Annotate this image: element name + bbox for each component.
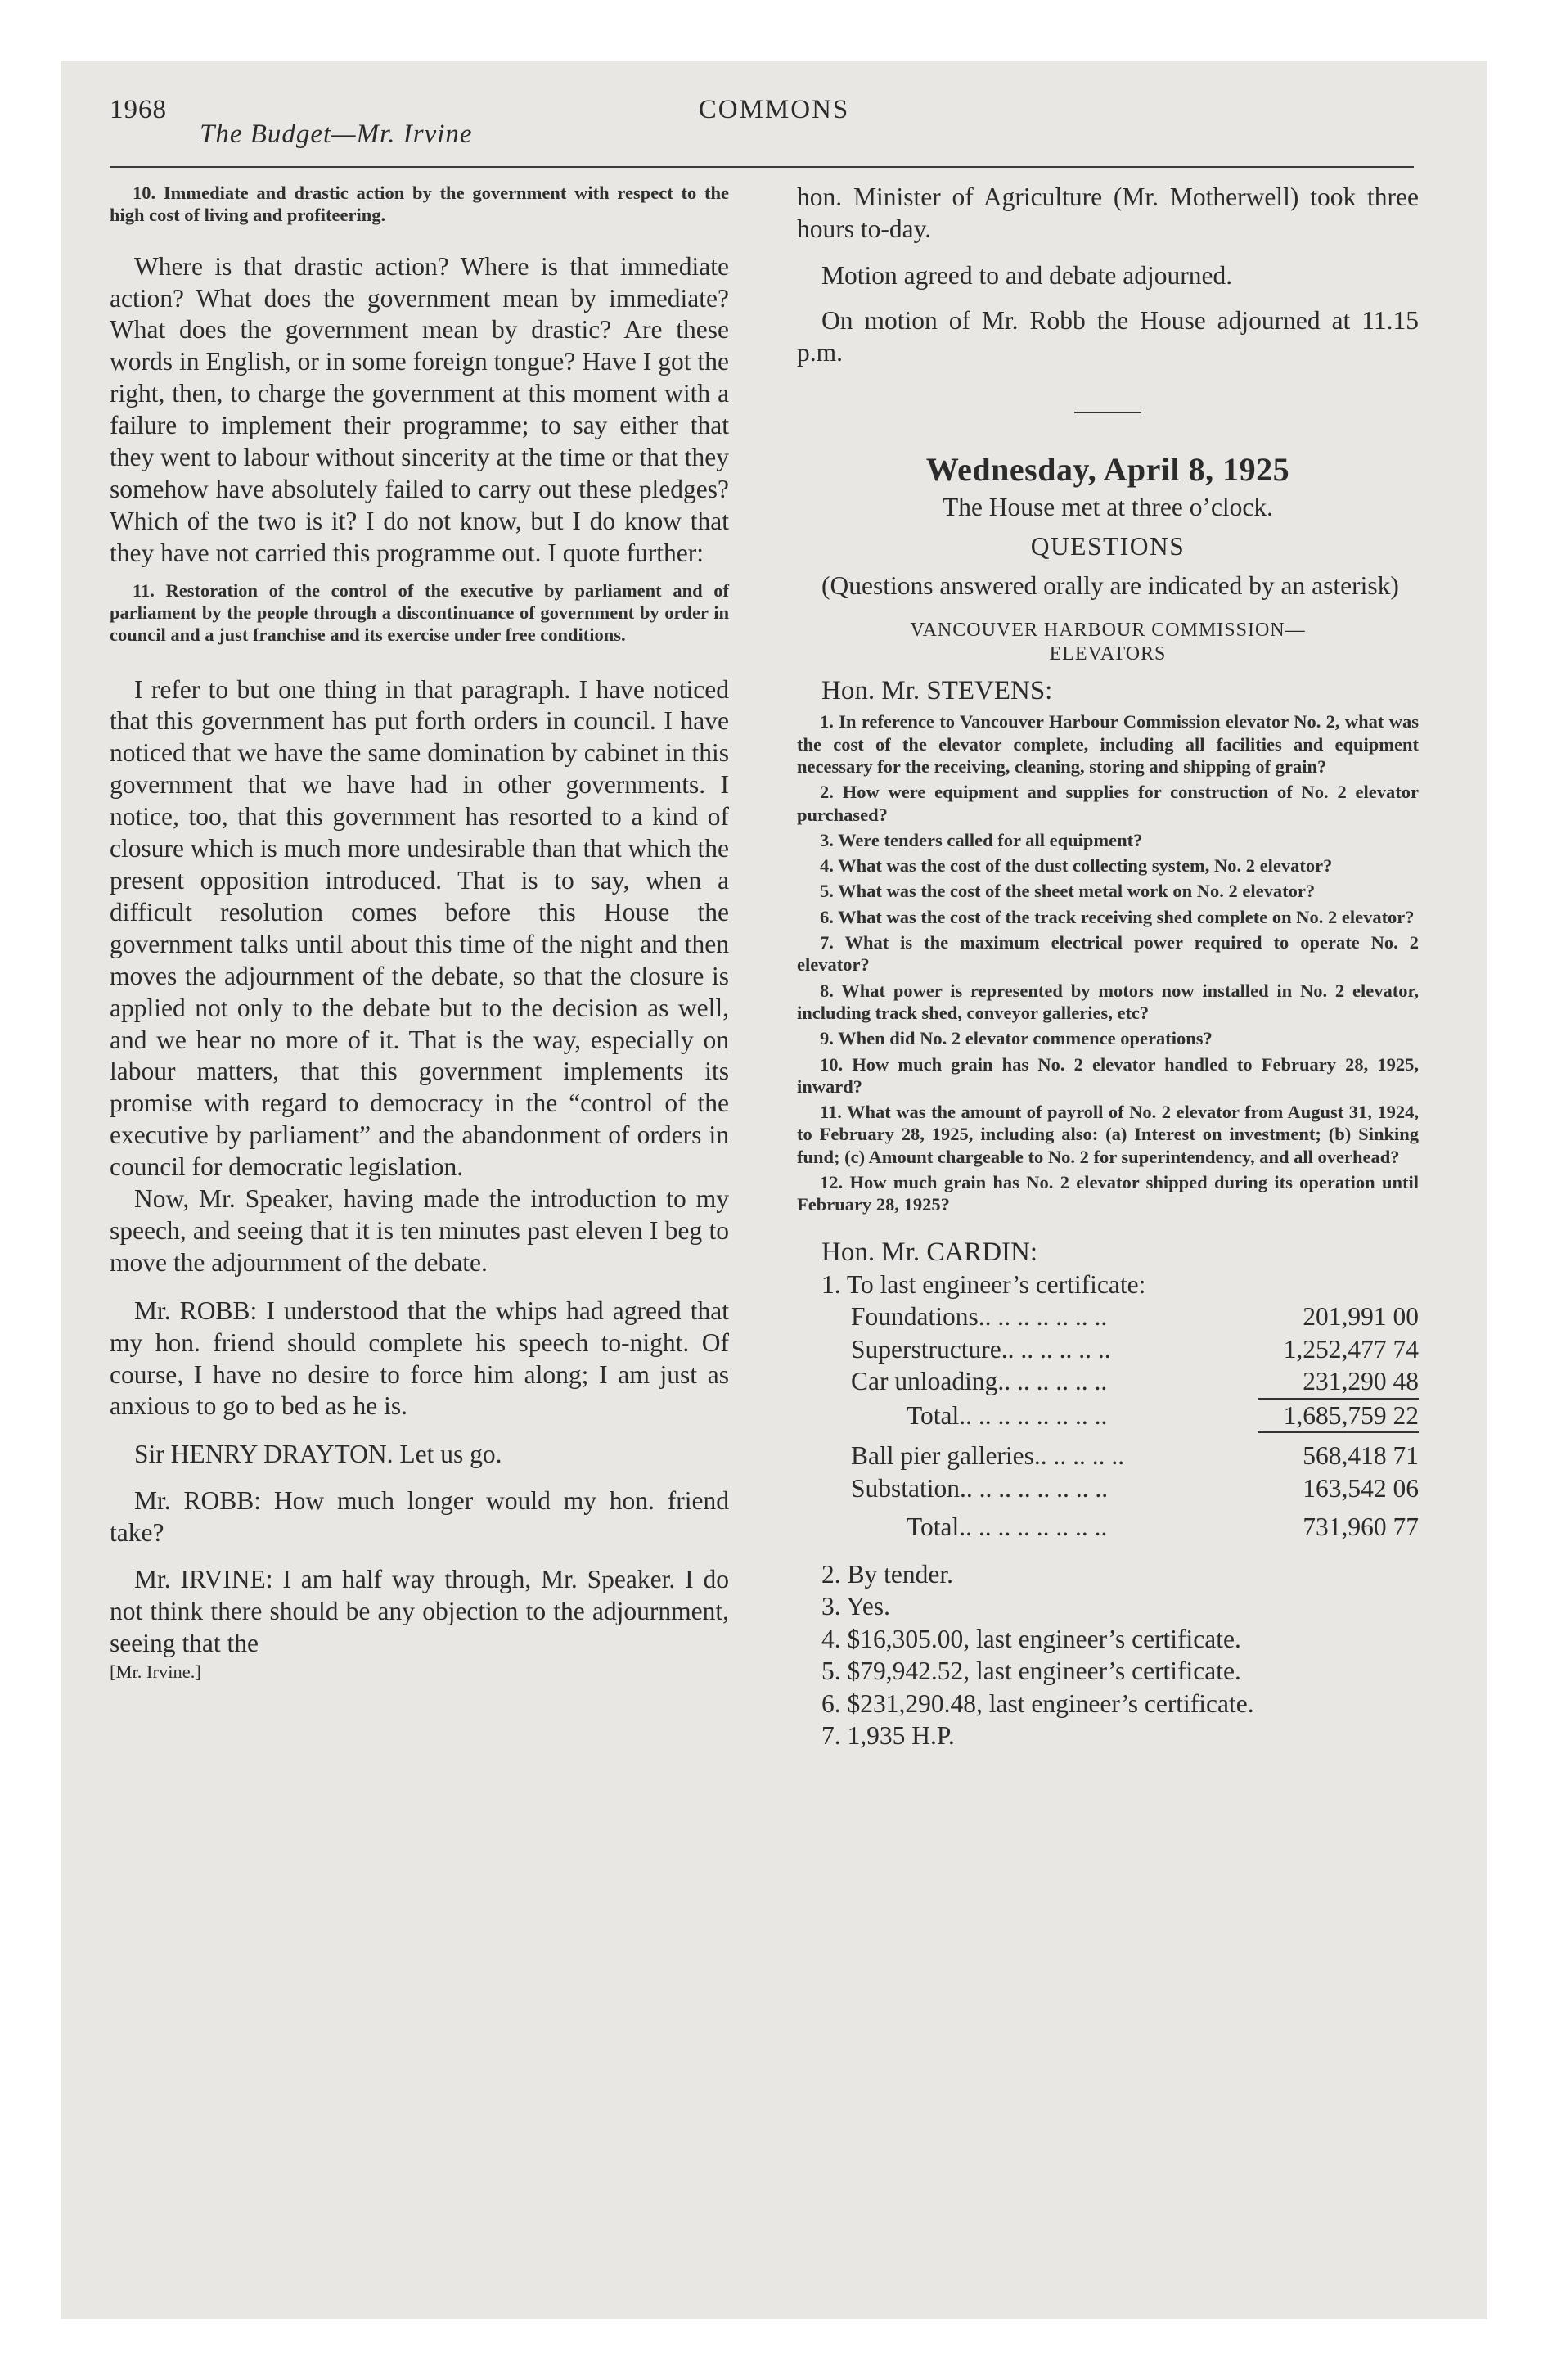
right-column (797, 182, 1419, 1752)
total-value: 1,685,759 22 (1258, 1400, 1419, 1434)
house-met: The House met at three o’clock. (942, 492, 1274, 521)
table-row (851, 1333, 1419, 1366)
cost-table (797, 1300, 1419, 1544)
paragraph: Now, Mr. Speaker, having made the introduction to my speech, and seeing that it is ten minutes past eleven I beg to move the adjournment of the debate. (110, 1184, 729, 1277)
paragraph: Motion agreed to and debate adjourned. (821, 260, 1233, 290)
speaker-cardin: Hon. Mr. CARDIN: (821, 1237, 1038, 1267)
questions-heading: QUESTIONS (1030, 532, 1186, 561)
page-title: COMMONS (698, 95, 850, 124)
table-row (851, 1365, 1419, 1400)
question-item: 2. How were equipment and supplies for construction of No. 2 elevator purchased? (797, 782, 1419, 825)
row-label: Superstructure.. .. .. .. .. .. (851, 1334, 1111, 1364)
table-row (851, 1472, 1419, 1505)
paragraph: Where is that drastic action? Where is that immediate action? What does the government mean by immediate? What does the government mean by drastic? Are these words in English, or in some foreign tongue? Have I got the right, then, to charge the government at this moment with a failure to implement their programme; to say either that they went to labour without sincerity at the time or that they somehow have absolutely failed to carry out these pledges? Which of the two is it? I do not know, but I do know that they have not carried this programme out. I quote further: (110, 251, 729, 567)
total-label: Total.. .. .. .. .. .. .. .. (907, 1512, 1108, 1542)
left-column (110, 182, 729, 1684)
question-item: 5. What was the cost of the sheet metal work on No. 2 elevator? (820, 881, 1316, 902)
row-label: Substation.. .. .. .. .. .. .. .. (851, 1473, 1109, 1503)
footer-speaker: [Mr. Irvine.] (110, 1661, 201, 1682)
question-item: 7. What is the maximum electrical power required to operate No. 2 elevator? (797, 932, 1419, 976)
day-heading: Wednesday, April 8, 1925 (925, 450, 1290, 488)
paragraph-robb: Mr. ROBB: How much longer would my hon. friend take? (110, 1486, 729, 1548)
paragraph-robb: Mr. ROBB: I understood that the whips had agreed that my hon. friend should complete his speech to-night. Of course, I have no desire to force him along; I am just as anxious to go to bed as he is. (110, 1296, 729, 1421)
row-value: 231,290 48 (1258, 1365, 1419, 1400)
question-item: 4. What was the cost of the dust collecting system, No. 2 elevator? (820, 855, 1333, 877)
question-item: 3. Were tenders called for all equipment? (820, 829, 1143, 850)
speaker-stevens: Hon. Mr. STEVENS: (821, 676, 1053, 706)
row-value: 568,418 71 (1303, 1441, 1419, 1471)
question-item: 11. What was the amount of payroll of No. 2 elevator from August 31, 1924, to February 28, 1925, including also: (a) Interest on investment; (b) Sinking fund; (c) Amount chargeable to No. 2 for superintendency, and all overhead? (797, 1102, 1419, 1167)
paragraph: On motion of Mr. Robb the House adjourned at 11.15 p.m. (797, 305, 1419, 367)
answer-item: 3. Yes. (821, 1592, 891, 1621)
answer-item: 5. $79,942.52, last engineer’s certificate. (821, 1657, 1241, 1686)
row-label: Car unloading.. .. .. .. .. .. (851, 1367, 1108, 1396)
total-label: Total.. .. .. .. .. .. .. .. (907, 1400, 1108, 1430)
question-item: 1. In reference to Vancouver Harbour Commission elevator No. 2, what was the cost of the elevator complete, including all facilities and equipment necessary for the receiving, cleaning, storing and shipping of grain? (797, 711, 1419, 777)
row-label: Foundations.. .. .. .. .. .. .. (851, 1302, 1108, 1332)
question-list (797, 710, 1419, 1215)
row-label: Ball pier galleries.. .. .. .. .. (851, 1441, 1125, 1471)
section-heading-line-1: VANCOUVER HARBOUR COMMISSION— (910, 620, 1306, 642)
row-value: 163,542 06 (1303, 1473, 1419, 1503)
page-number: 1968 (110, 95, 167, 124)
total-row (851, 1400, 1419, 1434)
total-value: 731,960 77 (1303, 1512, 1419, 1542)
answer-item: 6. $231,290.48, last engineer’s certificate. (821, 1688, 1254, 1718)
paragraph: I refer to but one thing in that paragraph. I have noticed that this government has put forth orders in council. I have noticed that we have the same domination by cabinet in this government that we have had in other governments. I notice, too, that this government has resorted to a kind of closure which is much more undesirable than that which the present opposition introduced. That is to say, when a difficult resolution comes before this House the government talks until about this time of the night and then moves the adjournment of the debate, so that the closure is applied not only to the debate but to the decision as well, and we hear no more of it. That is the way, especially on labour matters, that this government implements its promise with regard to democracy in the “control of the executive by parliament” and the abandonment of orders in council for democratic legislation. (110, 674, 729, 1182)
table-row (851, 1300, 1419, 1333)
row-value: 1,252,477 74 (1283, 1334, 1419, 1364)
total-row (851, 1511, 1419, 1544)
question-item: 9. When did No. 2 elevator commence operations? (820, 1028, 1213, 1049)
answer-item: 4. $16,305.00, last engineer’s certificate. (821, 1624, 1241, 1653)
row-value: 201,991 00 (1303, 1302, 1419, 1332)
paragraph-irvine: Mr. IRVINE: I am half way through, Mr. Speaker. I do not think there should be any objection to the adjournment, seeing that the (110, 1565, 729, 1657)
question-item: 6. What was the cost of the track receiving shed complete on No. 2 elevator? (820, 906, 1415, 927)
quote-item-11: 11. Restoration of the control of the executive by parliament and of parliament by the people through a discontinuance of government by order in council and a just franchise and its exercise under free conditions. (110, 579, 729, 646)
question-item: 12. How much grain has No. 2 elevator shipped during its operation until February 28, 1925? (797, 1171, 1419, 1215)
answer-item: 7. 1,935 H.P. (821, 1721, 955, 1751)
question-item: 10. How much grain has No. 2 elevator handled to February 28, 1925, inward? (797, 1053, 1419, 1097)
answer-1-intro: 1. To last engineer’s certificate: (821, 1269, 1146, 1299)
running-head: The Budget—Mr. Irvine (200, 119, 473, 149)
section-heading-line-2: ELEVATORS (1049, 643, 1167, 665)
quote-item-10: 10. Immediate and drastic action by the government with respect to the high cost of living and profiteering. (110, 183, 729, 226)
table-row (851, 1440, 1419, 1472)
header-rule (110, 166, 1414, 168)
questions-note: (Questions answered orally are indicated by an asterisk) (821, 571, 1399, 601)
question-item: 8. What power is represented by motors now installed in No. 2 elevator, including track shed, conveyor galleries, etc? (797, 980, 1419, 1023)
paragraph-drayton: Sir HENRY DRAYTON. Let us go. (134, 1440, 502, 1469)
paragraph: hon. Minister of Agriculture (Mr. Motherwell) took three hours to-day. (797, 183, 1419, 243)
answer-item: 2. By tender. (821, 1559, 953, 1589)
